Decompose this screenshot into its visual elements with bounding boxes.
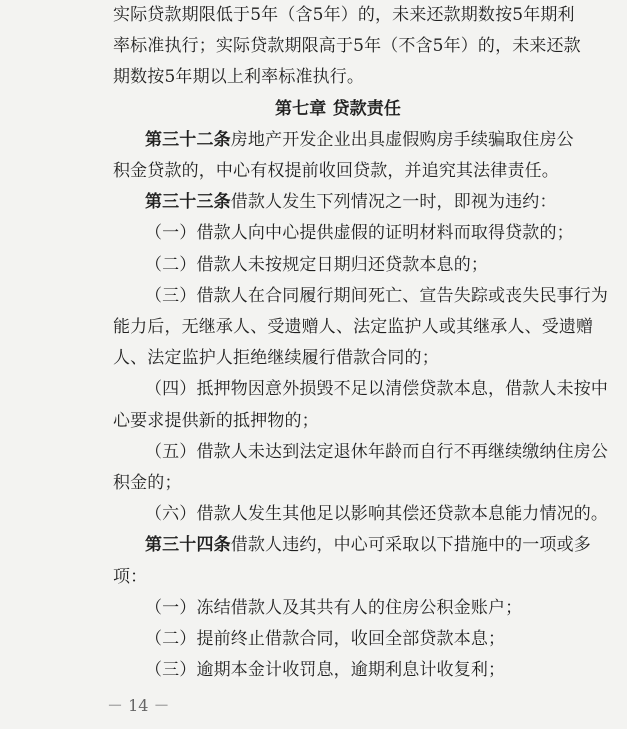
article-33-item-4-line-2: 心要求提供新的抵押物的；: [113, 410, 319, 431]
article-33-label: 第三十三条: [145, 192, 231, 213]
article-33-item-3-line-2: 能力后，无继承人、受遗赠人、法定监护人或其继承人、受遗赠: [113, 317, 594, 338]
article-33-item-3-line-1: （三）借款人在合同履行期间死亡、宣告失踪或丧失民事行为: [145, 285, 609, 306]
article-33-item-1: （一）借款人向中心提供虚假的证明材料而取得贷款的；: [145, 223, 574, 244]
article-33-item-2: （二）借款人未按规定日期归还贷款本息的；: [145, 254, 488, 275]
article-34-line-1: [113, 530, 603, 561]
article-33-item-4-line-1: （四）抵押物因意外损毁不足以清偿贷款本息，借款人未按中: [145, 379, 609, 400]
article-33-item-6: （六）借款人发生其他足以影响其偿还贷款本息能力情况的。: [145, 504, 609, 525]
article-34-label: 第三十四条: [145, 535, 231, 556]
article-34-line-2: 项：: [113, 566, 148, 587]
article-33: [113, 187, 609, 530]
article-32-label: 第三十二条: [145, 129, 231, 150]
intro-line-2: 率标准执行；实际贷款期限高于5年（不含5年）的，未来还款: [113, 36, 581, 57]
article-33-intro: [113, 187, 603, 218]
page-number: － 14 －: [107, 696, 170, 715]
article-34-item-1: （一）冻结借款人及其共有人的住房公积金账户；: [145, 597, 523, 618]
intro-line-1: 实际贷款期限低于5年（含5年）的，未来还款期数按5年期利: [113, 5, 575, 25]
article-32-line-1: [113, 125, 603, 156]
article-33-item-5-line-1: （五）借款人未达到法定退休年龄而自行不再继续缴纳住房公: [145, 441, 609, 462]
document-body: [113, 0, 609, 686]
article-32: [113, 125, 603, 187]
article-34-item-3: （三）逾期本金计收罚息，逾期利息计收复利；: [145, 660, 506, 681]
article-34: [113, 530, 603, 686]
article-33-item-5-line-2: 积金的；: [113, 473, 182, 494]
article-33-text: 借款人发生下列情况之一时，即视为违约：: [230, 192, 557, 213]
article-34-text-1: 借款人违约，中心可采取以下措施中的一项或多: [230, 535, 591, 556]
intro-line-3: 期数按5年期以上利率标准执行。: [113, 67, 365, 88]
chapter-heading: 第七章 贷款责任: [274, 98, 402, 119]
intro-paragraph: [113, 0, 603, 94]
article-33-item-3-line-3: 人、法定监护人拒绝继续履行借款合同的；: [113, 348, 439, 369]
article-32-text-1: 房地产开发企业出具虚假购房手续骗取住房公: [230, 129, 574, 150]
article-32-line-2: 积金贷款的，中心有权提前收回贷款，并追究其法律责任。: [113, 161, 559, 182]
article-34-item-2: （二）提前终止借款合同，收回全部贷款本息；: [145, 629, 506, 650]
